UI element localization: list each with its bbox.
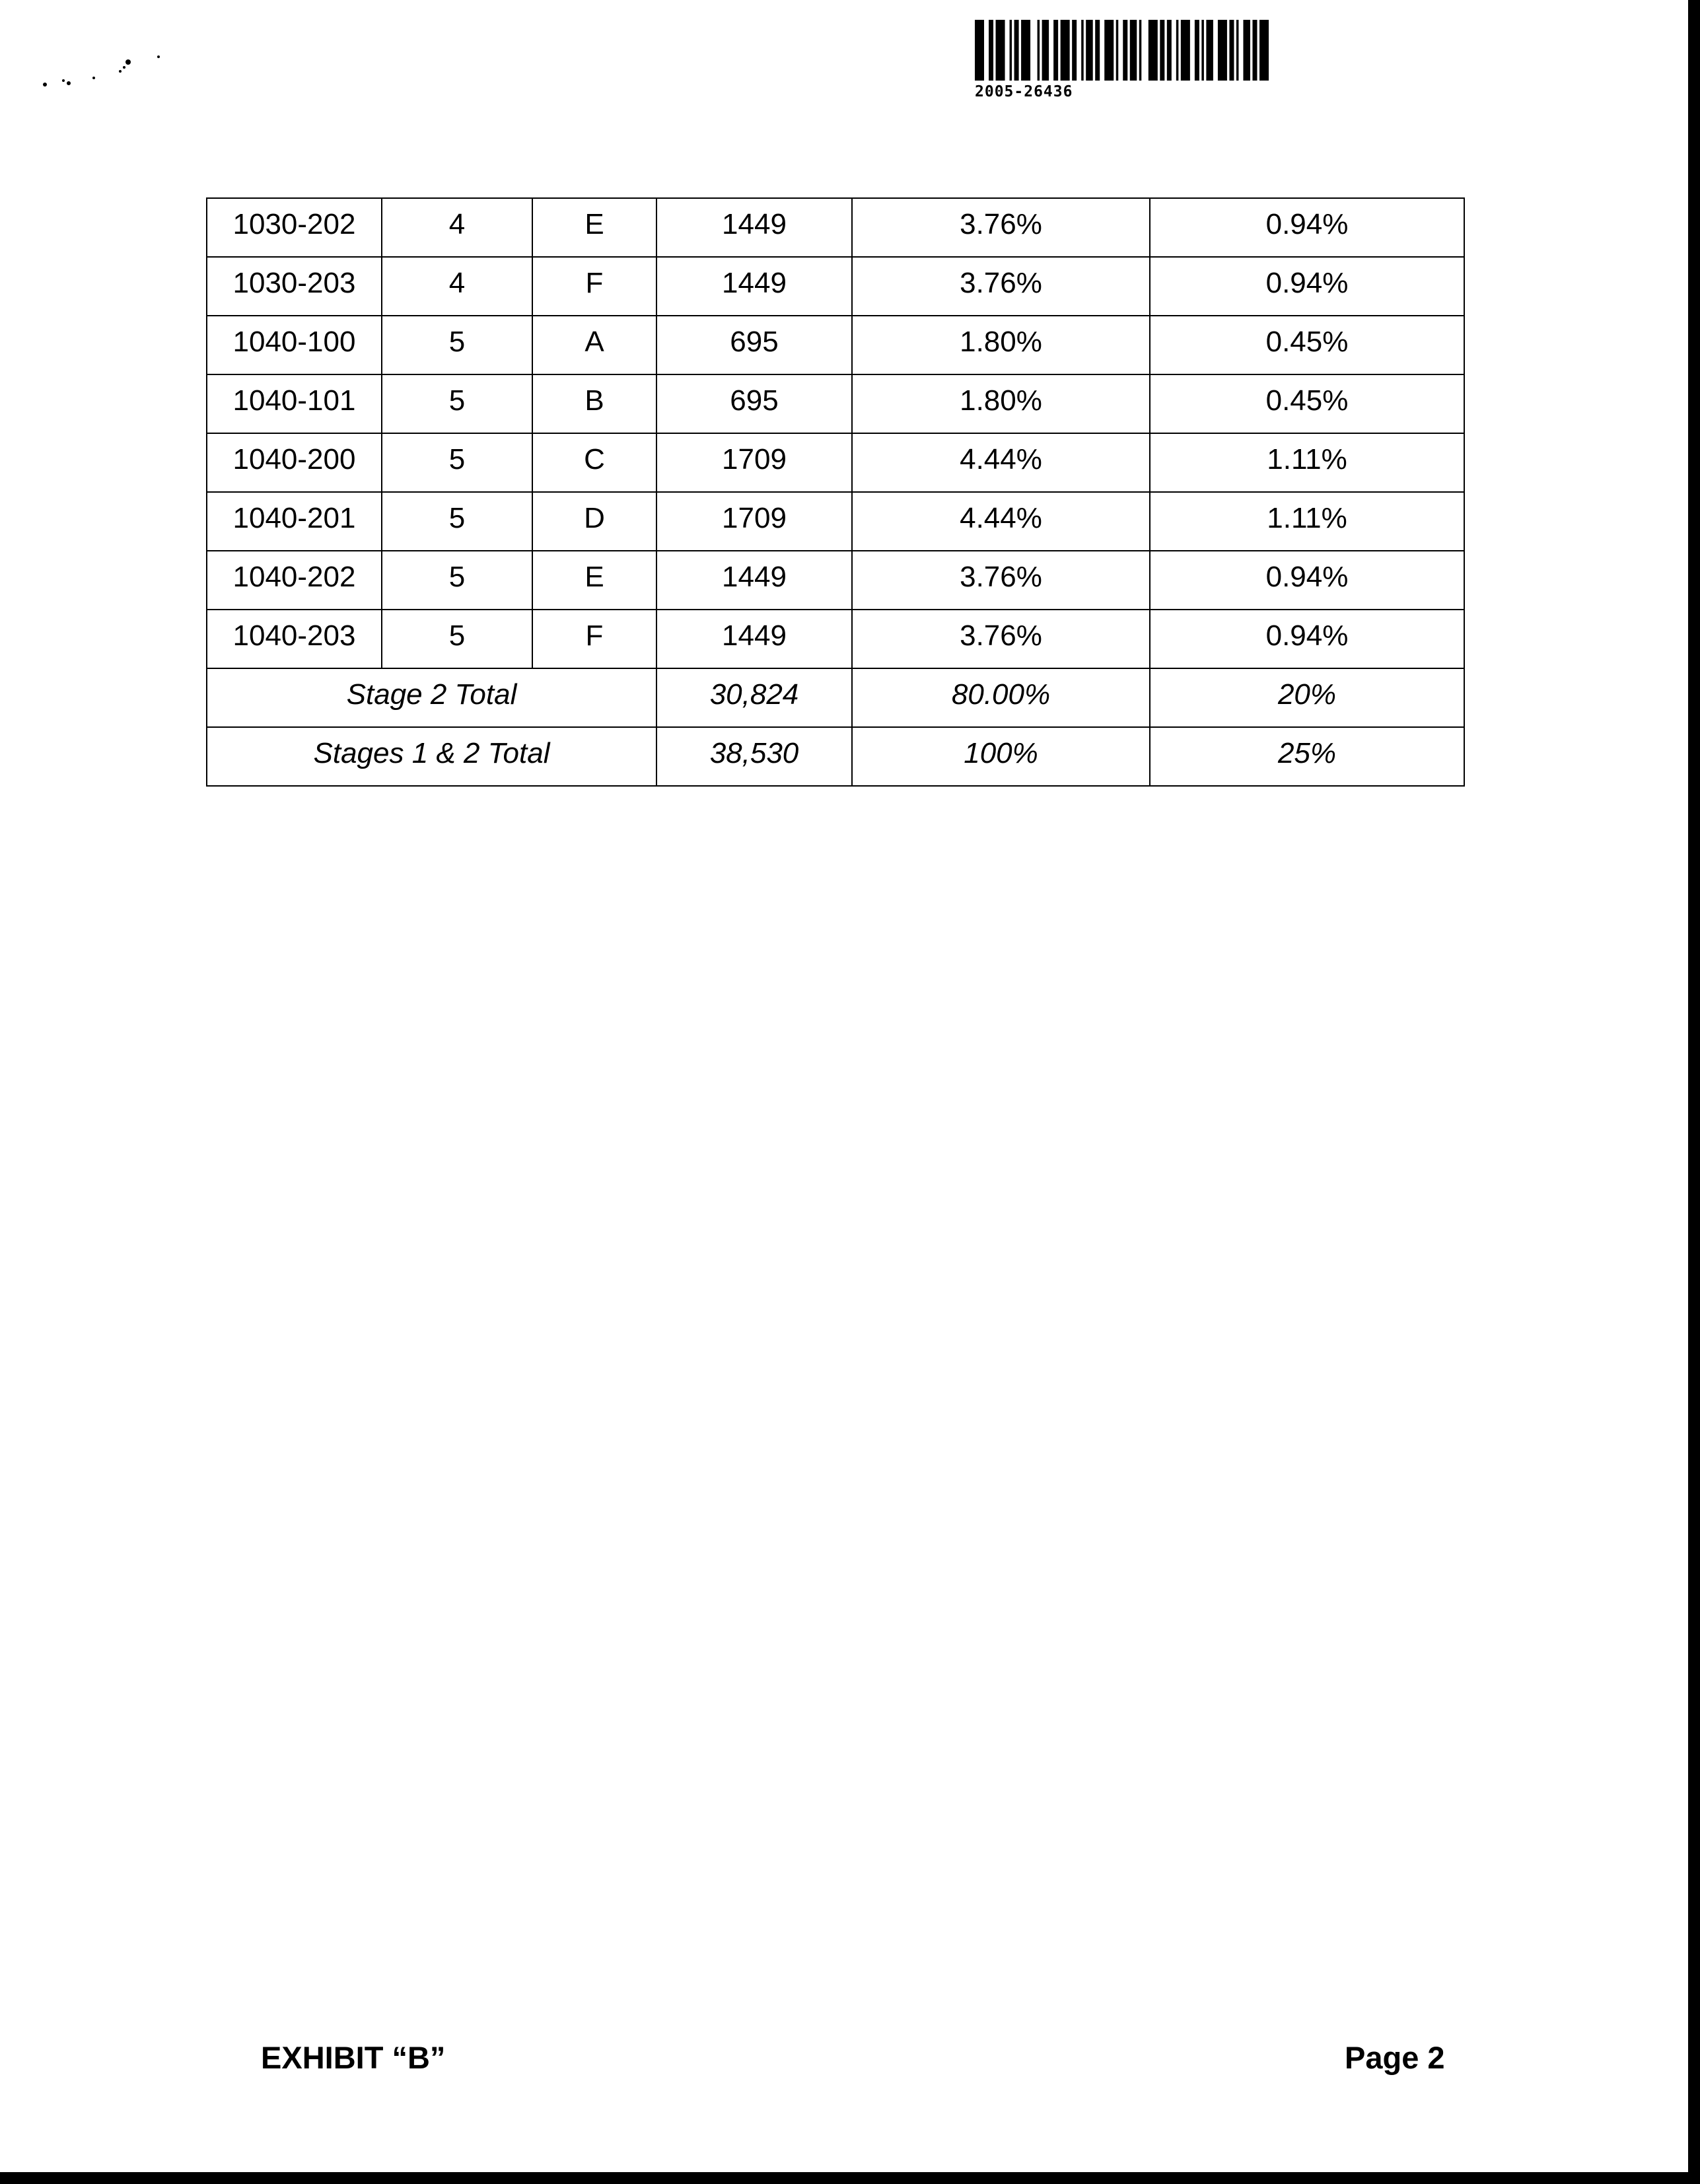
table-row xyxy=(207,610,1464,668)
table-cell: 0.94% xyxy=(1150,257,1464,316)
scan-specks xyxy=(40,46,185,92)
total-share-cell: 20% xyxy=(1150,668,1464,727)
table-cell: 1040-101 xyxy=(207,374,382,433)
barcode-bar xyxy=(1160,20,1164,81)
table-cell: 3.76% xyxy=(852,198,1150,257)
barcode-bar xyxy=(1042,20,1049,81)
total-row xyxy=(207,727,1464,786)
table-row xyxy=(207,551,1464,610)
table-row xyxy=(207,492,1464,551)
barcode-bar xyxy=(1081,20,1084,81)
barcode-bar xyxy=(1021,20,1030,81)
table-cell: 5 xyxy=(382,492,532,551)
barcode-bar xyxy=(1104,20,1114,81)
table-cell: 1040-203 xyxy=(207,610,382,668)
table-cell: 1040-202 xyxy=(207,551,382,610)
barcode-bar xyxy=(1116,20,1119,81)
table-cell: 1030-202 xyxy=(207,198,382,257)
table-cell: 0.45% xyxy=(1150,374,1464,433)
total-label-cell: Stages 1 & 2 Total xyxy=(207,727,656,786)
barcode-bar xyxy=(1243,20,1250,81)
table-body xyxy=(207,198,1464,786)
barcode-bar xyxy=(1095,20,1100,81)
table-cell: 1709 xyxy=(656,492,852,551)
table-cell: 0.94% xyxy=(1150,551,1464,610)
table-cell: D xyxy=(532,492,656,551)
barcode-bar xyxy=(1236,20,1239,81)
table-cell: 1.80% xyxy=(852,316,1150,374)
table-cell: 1449 xyxy=(656,257,852,316)
barcode-bar xyxy=(1053,20,1058,81)
table-row xyxy=(207,198,1464,257)
table-cell: 0.94% xyxy=(1150,198,1464,257)
table-cell: 1040-200 xyxy=(207,433,382,492)
barcode-bar xyxy=(1195,20,1199,81)
table-cell: 1.11% xyxy=(1150,433,1464,492)
barcode-bar xyxy=(1123,20,1127,81)
table-cell: 4.44% xyxy=(852,433,1150,492)
total-sqft-cell: 30,824 xyxy=(656,668,852,727)
table-cell: 4.44% xyxy=(852,492,1150,551)
total-pct-cell: 100% xyxy=(852,727,1150,786)
exhibit-label: EXHIBIT “B” xyxy=(261,2040,446,2075)
barcode-bar xyxy=(1229,20,1234,81)
table-cell: 3.76% xyxy=(852,551,1150,610)
table-cell: 1040-100 xyxy=(207,316,382,374)
table-cell: 1.11% xyxy=(1150,492,1464,551)
table-cell: 695 xyxy=(656,316,852,374)
table-cell: 1.80% xyxy=(852,374,1150,433)
table-cell: F xyxy=(532,610,656,668)
table-cell: 0.94% xyxy=(1150,610,1464,668)
barcode-bar xyxy=(1252,20,1257,81)
barcode-bar xyxy=(1010,20,1012,81)
barcode-number: 2005-26436 xyxy=(975,83,1073,100)
barcode-bar xyxy=(1139,20,1142,81)
barcode-bar xyxy=(996,20,1005,81)
table-row xyxy=(207,433,1464,492)
barcode-bar xyxy=(1259,20,1269,81)
total-label-cell: Stage 2 Total xyxy=(207,668,656,727)
table-row xyxy=(207,257,1464,316)
allocation-table xyxy=(206,197,1465,787)
table-cell: C xyxy=(532,433,656,492)
table-cell: 1030-203 xyxy=(207,257,382,316)
barcode-bar xyxy=(1176,20,1179,81)
table-cell: A xyxy=(532,316,656,374)
total-row xyxy=(207,668,1464,727)
barcode-bar xyxy=(1014,20,1019,81)
barcode-bar xyxy=(1218,20,1227,81)
table-cell: 1709 xyxy=(656,433,852,492)
total-pct-cell: 80.00% xyxy=(852,668,1150,727)
barcode-bar xyxy=(1061,20,1070,81)
barcode xyxy=(975,20,1273,81)
barcode-bar xyxy=(1149,20,1158,81)
table-cell: 5 xyxy=(382,433,532,492)
barcode-bar xyxy=(1130,20,1137,81)
table-cell: F xyxy=(532,257,656,316)
table-cell: E xyxy=(532,551,656,610)
table-cell: B xyxy=(532,374,656,433)
table-cell: 1449 xyxy=(656,610,852,668)
table-cell: 1040-201 xyxy=(207,492,382,551)
table-cell: 695 xyxy=(656,374,852,433)
barcode-block xyxy=(975,20,1279,100)
table-cell: E xyxy=(532,198,656,257)
table-cell: 4 xyxy=(382,198,532,257)
barcode-bar xyxy=(989,20,993,81)
page-number: Page 2 xyxy=(1345,2040,1445,2075)
barcode-bar xyxy=(1201,20,1204,81)
table-row xyxy=(207,316,1464,374)
barcode-bar xyxy=(1086,20,1093,81)
table-cell: 3.76% xyxy=(852,610,1150,668)
table-cell: 4 xyxy=(382,257,532,316)
barcode-bar xyxy=(975,20,984,81)
table-cell: 5 xyxy=(382,316,532,374)
barcode-bar xyxy=(1038,20,1040,81)
barcode-bar xyxy=(1206,20,1213,81)
barcode-bar xyxy=(1072,20,1077,81)
barcode-bar xyxy=(1167,20,1172,81)
table-cell: 5 xyxy=(382,610,532,668)
barcode-bar xyxy=(1181,20,1190,81)
table-cell: 1449 xyxy=(656,198,852,257)
table-cell: 1449 xyxy=(656,551,852,610)
total-sqft-cell: 38,530 xyxy=(656,727,852,786)
table-cell: 3.76% xyxy=(852,257,1150,316)
table-cell: 0.45% xyxy=(1150,316,1464,374)
total-share-cell: 25% xyxy=(1150,727,1464,786)
table-cell: 5 xyxy=(382,374,532,433)
table-cell: 5 xyxy=(382,551,532,610)
table-row xyxy=(207,374,1464,433)
